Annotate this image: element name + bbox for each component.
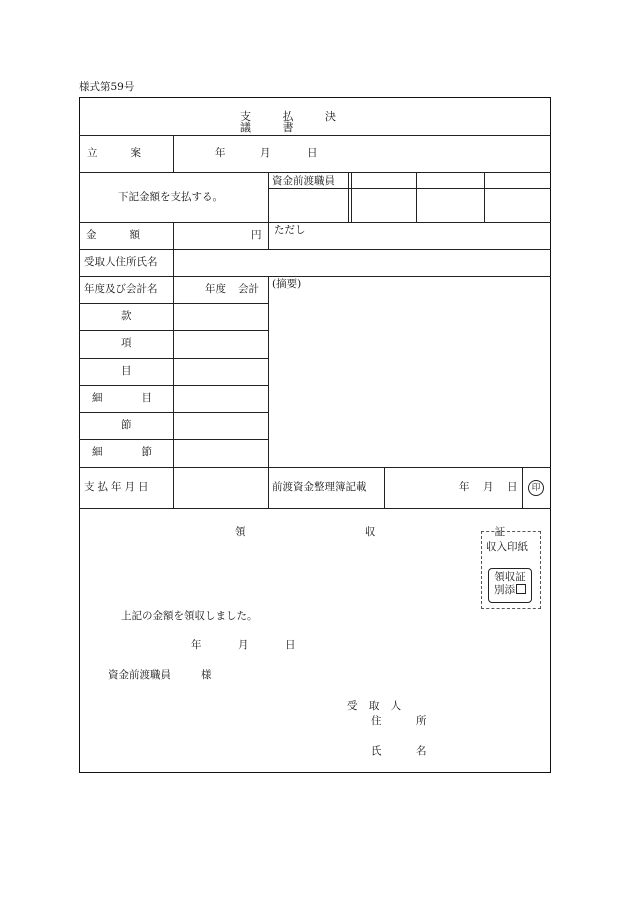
name-label: 氏 名 (371, 745, 439, 757)
divider (348, 172, 349, 222)
amount-label: 金 額 (86, 229, 144, 241)
form-title-text: 支 払 決 議 書 (240, 110, 350, 134)
ledger-day: 日 (507, 481, 518, 493)
divider (384, 467, 385, 508)
yen-unit: 円 (251, 229, 262, 241)
receipt-month: 月 (238, 639, 249, 651)
divider (268, 188, 551, 189)
pay-date-label: 支払年月日 (84, 481, 152, 493)
divider (173, 222, 174, 249)
divider (351, 172, 352, 222)
moku-label: 目 (121, 365, 132, 377)
fiscal-account-unit: 会計 (238, 283, 259, 295)
divider (173, 249, 174, 276)
fiscal-year-unit: 年度 (205, 283, 226, 295)
divider (173, 276, 174, 508)
honorific: 様 (201, 669, 212, 681)
receipt-year: 年 (191, 639, 202, 651)
date-year: 年 (215, 147, 226, 159)
divider (79, 467, 551, 468)
divider (79, 276, 551, 277)
divider (484, 172, 485, 222)
received-text: 上記の金額を領収しました。 (121, 610, 258, 622)
divider (522, 467, 523, 508)
divider (416, 172, 417, 222)
tadashi-label: ただし (274, 224, 306, 236)
receipt-attached-bracket (488, 568, 532, 603)
addressee: 資金前渡職員 (108, 669, 171, 681)
payee-label: 受取人住所氏名 (84, 256, 158, 268)
summary-label: (摘要) (272, 278, 302, 290)
form-number: 様式第59号 (79, 81, 135, 93)
seal-mark-text: 印 (531, 482, 541, 493)
divider (79, 172, 551, 173)
fiscal-label: 年度及び会計名 (84, 283, 158, 295)
date-month: 月 (260, 147, 271, 159)
ledger-month: 月 (483, 481, 494, 493)
rian-label: 立 案 (87, 147, 145, 159)
divider (268, 222, 269, 249)
divider (79, 222, 551, 223)
stamp-label: 収入印紙 (486, 541, 528, 553)
divider (268, 276, 269, 508)
divider (268, 172, 269, 222)
saimoku-label: 細 目 (92, 392, 158, 404)
ledger-label: 前渡資金整理簿記載 (272, 481, 367, 493)
setsu-label: 節 (121, 419, 132, 431)
receipt-divider (79, 508, 551, 509)
saisetsu-label: 細 節 (92, 446, 158, 458)
form-title (240, 111, 390, 133)
pay-instruction: 下記金額を支払する。 (118, 191, 223, 203)
advance-staff-label: 資金前渡職員 (272, 175, 335, 187)
receipt-day: 日 (285, 639, 296, 651)
kou-label: 項 (121, 337, 132, 349)
address-label: 住 所 (371, 715, 439, 727)
divider (79, 249, 551, 250)
ledger-year: 年 (459, 481, 470, 493)
receipt-title: 領 収 証 (235, 526, 564, 538)
seal-mark-icon (528, 480, 544, 496)
checkbox-square-icon (516, 584, 526, 594)
divider (79, 135, 551, 136)
date-day: 日 (307, 147, 318, 159)
divider (173, 135, 174, 172)
receiver-label: 受 取 人 (347, 700, 406, 712)
kan-label: 款 (121, 310, 132, 322)
stamp-alt-line2: 別添 (494, 584, 515, 597)
stamp-alt-line1: 領収証 (494, 571, 526, 583)
